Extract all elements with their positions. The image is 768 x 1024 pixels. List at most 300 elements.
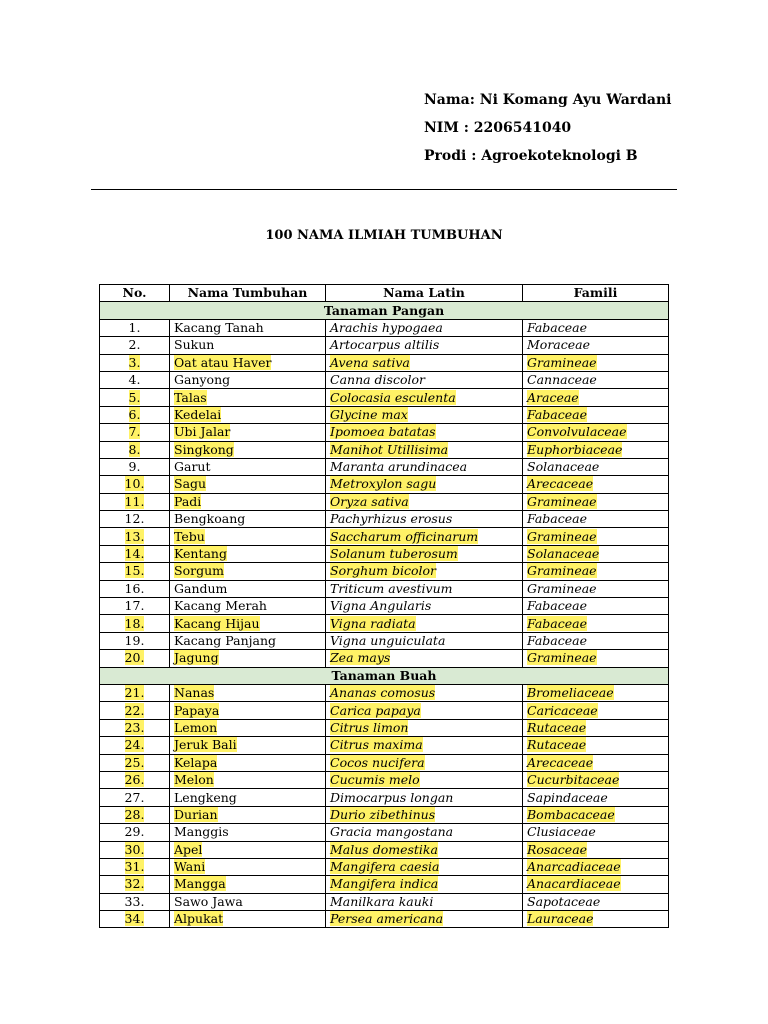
column-header-famili: Famili [523,285,669,302]
latin-name-cell [326,702,523,719]
latin-name: Citrus maxima [330,737,423,753]
family-name: Anarcadiaceae [527,859,621,875]
row-number-cell [100,528,170,545]
plant-name: Wani [174,859,206,875]
latin-name-cell [326,650,523,667]
family-name-cell [523,737,669,754]
table-row [100,389,669,406]
latin-name-cell [326,371,523,388]
table-row [100,684,669,701]
family-name-cell [523,389,669,406]
family-name-cell [523,893,669,910]
table-row [100,476,669,493]
latin-name-cell [326,615,523,632]
family-name: Fabaceae [527,319,587,335]
family-name-cell [523,441,669,458]
family-name: Gramineae [527,354,597,370]
table-row [100,824,669,841]
family-name-cell [523,684,669,701]
family-name-cell [523,476,669,493]
row-number-cell [100,580,170,597]
latin-name: Pachyrhizus erosus [330,511,453,527]
row-number: 6. [128,406,141,422]
table-row [100,719,669,736]
family-name-cell [523,337,669,354]
plant-name-cell [170,841,326,858]
plant-name-cell [170,406,326,423]
row-number-cell [100,893,170,910]
row-number-cell [100,458,170,475]
plant-name-cell [170,598,326,615]
table-row [100,598,669,615]
latin-name-cell [326,458,523,475]
latin-name: Vigna unguiculata [330,633,446,648]
plant-name: Kacang Merah [174,598,267,614]
plant-name-cell [170,354,326,371]
latin-name-cell [326,319,523,336]
row-number: 1. [128,319,141,335]
table-row [100,632,669,649]
plant-name-cell [170,441,326,458]
family-name: Gramineae [527,563,597,579]
latin-name: Canna discolor [330,372,425,388]
table-row [100,528,669,545]
latin-name-cell [326,389,523,406]
table-row [100,737,669,754]
table-row [100,424,669,441]
table-row [100,841,669,858]
row-number: 8. [128,441,141,457]
table-row [100,354,669,371]
row-number-cell [100,876,170,893]
table-row [100,371,669,388]
table-body [100,302,669,928]
latin-name-cell [326,771,523,788]
plant-name-cell [170,545,326,562]
plant-name: Singkong [174,441,234,457]
latin-name: Cucumis melo [330,772,420,788]
plant-name: Jagung [174,650,219,666]
table-row [100,563,669,580]
plant-name-cell [170,684,326,701]
family-name: Lauraceae [527,911,594,927]
latin-name: Sorghum bicolor [330,563,437,579]
family-name: Anacardiaceae [527,876,621,892]
table-row [100,406,669,423]
family-name-cell [523,458,669,475]
plant-name-cell [170,458,326,475]
latin-name: Zea mays [330,650,391,666]
latin-name-cell [326,406,523,423]
latin-name: Colocasia esculenta [330,389,456,405]
plant-name: Kacang Panjang [174,633,277,648]
plant-name-cell [170,650,326,667]
row-number-cell [100,824,170,841]
section-title: Tanaman Pangan [100,302,669,319]
plant-name-cell [170,424,326,441]
latin-name-cell [326,441,523,458]
row-number-cell [100,841,170,858]
student-nim: NIM : 2206541040 [424,120,572,136]
table-row [100,702,669,719]
family-name: Araceae [527,389,579,405]
row-number: 12. [124,511,145,527]
plant-name: Lengkeng [174,789,237,805]
row-number-cell [100,545,170,562]
latin-name: Malus domestika [330,841,438,857]
column-header-nama: Nama Tumbuhan [170,285,326,302]
latin-name: Mangifera caesia [330,859,440,875]
row-number-cell [100,858,170,875]
row-number: 19. [124,633,145,648]
family-name: Moraceae [527,337,591,353]
family-name: Euphorbiaceae [527,441,623,457]
plant-name: Jeruk Bali [174,737,237,753]
row-number-cell [100,806,170,823]
plant-name-cell [170,789,326,806]
row-number: 28. [124,806,145,822]
section-row [100,302,669,319]
row-number: 26. [124,772,145,788]
plant-name-cell [170,858,326,875]
row-number-cell [100,771,170,788]
row-number: 5. [128,389,141,405]
plant-name: Papaya [174,702,220,718]
plant-name: Lemon [174,719,218,735]
row-number: 34. [124,911,145,927]
table-row [100,615,669,632]
row-number: 31. [124,859,145,875]
table-row [100,511,669,528]
row-number-cell [100,754,170,771]
row-number: 13. [124,528,145,544]
section-title: Tanaman Buah [100,667,669,684]
row-number: 3. [128,354,141,370]
table-row [100,754,669,771]
row-number: 20. [124,650,145,666]
plant-name: Gandum [174,580,228,596]
family-name-cell [523,806,669,823]
family-name-cell [523,598,669,615]
row-number-cell [100,702,170,719]
table-row [100,441,669,458]
document-title: 100 NAMA ILMIAH TUMBUHAN [265,228,503,243]
family-name-cell [523,493,669,510]
family-name: Sapotaceae [527,893,601,909]
family-name-cell [523,650,669,667]
row-number-cell [100,424,170,441]
latin-name: Manilkara kauki [330,893,434,909]
latin-name-cell [326,476,523,493]
plant-name: Apel [174,841,203,857]
row-number: 10. [124,476,145,492]
row-number: 7. [128,424,141,440]
family-name-cell [523,911,669,928]
latin-name: Vigna radiata [330,615,416,631]
latin-name: Citrus limon [330,719,409,735]
latin-name: Oryza sativa [330,493,409,509]
row-number-cell [100,911,170,928]
family-name-cell [523,858,669,875]
latin-name-cell [326,424,523,441]
family-name-cell [523,563,669,580]
latin-name-cell [326,858,523,875]
plant-name-cell [170,476,326,493]
plant-name-cell [170,771,326,788]
plant-name: Mangga [174,876,226,892]
family-name: Convolvulaceae [527,424,627,440]
plant-name: Padi [174,493,202,509]
family-name-cell [523,615,669,632]
row-number: 29. [124,824,145,840]
row-number-cell [100,319,170,336]
latin-name: Vigna Angularis [330,598,432,614]
table-row [100,319,669,336]
family-name-cell [523,545,669,562]
latin-name: Ipomoea batatas [330,424,436,440]
plant-name: Melon [174,772,214,788]
horizontal-divider [91,189,677,190]
column-header-no: No. [100,285,170,302]
plant-name-cell [170,754,326,771]
table-row [100,650,669,667]
family-name: Fabaceae [527,615,587,631]
row-number-cell [100,719,170,736]
row-number: 9. [128,459,141,475]
latin-name-cell [326,580,523,597]
family-name-cell [523,632,669,649]
row-number-cell [100,737,170,754]
plant-name-cell [170,389,326,406]
plant-name-cell [170,702,326,719]
latin-name: Gracia mangostana [330,824,454,840]
plant-name-cell [170,528,326,545]
family-name-cell [523,580,669,597]
table-row [100,893,669,910]
row-number-cell [100,684,170,701]
row-number: 15. [124,563,145,579]
family-name: Gramineae [527,528,597,544]
family-name: Fabaceae [527,511,587,527]
plant-name-cell [170,493,326,510]
plant-name: Kelapa [174,754,218,770]
latin-name-cell [326,841,523,858]
row-number: 21. [124,685,145,701]
family-name-cell [523,754,669,771]
latin-name: Ananas comosus [330,685,436,701]
family-name-cell [523,702,669,719]
family-name-cell [523,511,669,528]
row-number-cell [100,789,170,806]
plant-name-cell [170,371,326,388]
family-name-cell [523,528,669,545]
row-number: 30. [124,841,145,857]
family-name: Solanaceae [527,459,600,475]
latin-name: Artocarpus altilis [330,337,440,353]
row-number: 14. [124,546,145,562]
plant-name: Durian [174,806,218,822]
table-row [100,458,669,475]
plant-name: Ubi Jalar [174,424,231,440]
table-row [100,858,669,875]
family-name: Gramineae [527,650,597,666]
table-row [100,876,669,893]
family-name: Rosaceae [527,841,588,857]
plant-name-cell [170,876,326,893]
latin-name: Mangifera indica [330,876,439,892]
plant-name-cell [170,806,326,823]
row-number-cell [100,389,170,406]
latin-name: Saccharum officinarum [330,528,479,544]
family-name: Fabaceae [527,406,587,422]
plant-name: Bengkoang [174,511,246,527]
family-name: Fabaceae [527,633,587,648]
row-number-cell [100,563,170,580]
latin-name-cell [326,632,523,649]
latin-name-cell [326,493,523,510]
family-name-cell [523,841,669,858]
row-number-cell [100,406,170,423]
row-number: 25. [124,754,145,770]
plant-table [99,284,669,928]
row-number-cell [100,615,170,632]
plant-name-cell [170,632,326,649]
table-row [100,493,669,510]
latin-name: Maranta arundinacea [330,459,468,475]
row-number: 27. [124,789,145,805]
family-name: Rutaceae [527,719,587,735]
latin-name-cell [326,719,523,736]
table-row [100,545,669,562]
latin-name-cell [326,893,523,910]
family-name-cell [523,719,669,736]
row-number-cell [100,441,170,458]
plant-name: Sukun [174,337,215,353]
family-name: Arecaceae [527,476,594,492]
row-number-cell [100,493,170,510]
latin-name: Arachis hypogaea [330,319,443,335]
plant-name: Talas [174,389,207,405]
row-number-cell [100,337,170,354]
plant-name-cell [170,737,326,754]
latin-name-cell [326,911,523,928]
row-number: 33. [124,893,145,909]
family-name-cell [523,406,669,423]
row-number-cell [100,476,170,493]
row-number-cell [100,598,170,615]
family-name-cell [523,371,669,388]
family-name: Arecaceae [527,754,594,770]
row-number-cell [100,371,170,388]
table-row [100,789,669,806]
student-name: Nama: Ni Komang Ayu Wardani [424,92,672,108]
plant-name: Kedelai [174,406,222,422]
latin-name: Cocos nucifera [330,754,425,770]
family-name: Gramineae [527,493,597,509]
plant-name-cell [170,319,326,336]
plant-name: Ganyong [174,372,231,388]
plant-name: Alpukat [174,911,224,927]
table-row [100,911,669,928]
table-row [100,337,669,354]
plant-name: Sawo Jawa [174,893,243,909]
student-info [424,86,672,170]
plant-name-cell [170,337,326,354]
plant-name: Kacang Tanah [174,319,264,335]
latin-name-cell [326,563,523,580]
family-name: Clusiaceae [527,824,596,840]
plant-name: Tebu [174,528,205,544]
row-number: 2. [128,337,141,353]
family-name-cell [523,354,669,371]
plant-name: Manggis [174,824,229,840]
plant-name-cell [170,911,326,928]
plant-name: Kacang Hijau [174,615,260,631]
plant-name-cell [170,511,326,528]
row-number: 22. [124,702,145,718]
latin-name-cell [326,598,523,615]
latin-name: Solanum tuberosum [330,546,458,562]
family-name-cell [523,876,669,893]
latin-name: Carica papaya [330,702,421,718]
plant-name-cell [170,824,326,841]
latin-name: Durio zibethinus [330,806,436,822]
family-name: Gramineae [527,580,597,596]
family-name: Caricaceae [527,702,598,718]
plant-name: Sorgum [174,563,224,579]
student-prodi: Prodi : Agroekoteknologi B [424,148,638,164]
family-name: Fabaceae [527,598,587,614]
latin-name-cell [326,737,523,754]
family-name: Bromeliaceae [527,685,614,701]
latin-name-cell [326,545,523,562]
column-header-latin: Nama Latin [326,285,523,302]
latin-name-cell [326,528,523,545]
row-number-cell [100,354,170,371]
latin-name-cell [326,337,523,354]
row-number-cell [100,632,170,649]
plant-name-cell [170,580,326,597]
family-name-cell [523,319,669,336]
latin-name: Avena sativa [330,354,410,370]
plant-name-cell [170,719,326,736]
latin-name-cell [326,876,523,893]
plant-name: Kentang [174,546,227,562]
family-name-cell [523,789,669,806]
latin-name-cell [326,806,523,823]
table-row [100,580,669,597]
family-name-cell [523,424,669,441]
row-number-cell [100,650,170,667]
latin-name-cell [326,789,523,806]
family-name: Bombacaceae [527,806,615,822]
row-number: 17. [124,598,145,614]
plant-name-cell [170,615,326,632]
plant-name: Oat atau Haver [174,354,272,370]
latin-name: Metroxylon sagu [330,476,437,492]
latin-name-cell [326,511,523,528]
row-number: 32. [124,876,145,892]
latin-name: Dimocarpus longan [330,789,454,805]
family-name-cell [523,771,669,788]
latin-name-cell [326,354,523,371]
plant-name: Nanas [174,685,215,701]
table-header-row [100,285,669,302]
section-row [100,667,669,684]
row-number: 18. [124,615,145,631]
table-row [100,771,669,788]
family-name: Rutaceae [527,737,587,753]
